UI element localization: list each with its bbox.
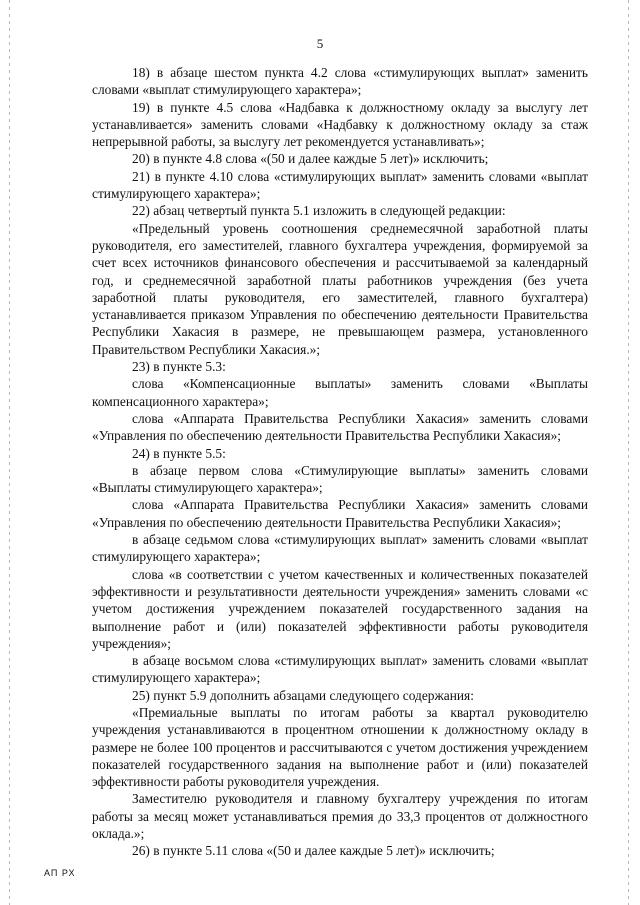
paragraph: 21) в пункте 4.10 слова «стимулирующих выплат» заменить словами «выплат стимулирующего характера»; [92,168,588,202]
paragraph: 19) в пункте 4.5 слова «Надбавка к должностному окладу за выслугу лет устанавливается» заменить словами «Надбавку к должностному окладу за стаж непрерывной работы, за выслугу лет рекомендуется устанавливать»; [92,99,588,150]
scan-edge-left [9,0,10,905]
paragraph: в абзаце седьмом слова «стимулирующих выплат» заменить словами «выплат стимулирующего характера»; [92,532,588,565]
paragraph: 18) в абзаце шестом пункта 4.2 слова «стимулирующих выплат» заменить словами «выплат стимулирующего характера»; [92,65,588,98]
paragraph: слова «Аппарата Правительства Республики Хакасия» заменить словами «Управления по обеспечению деятельности Правительства Республики Хакасия»; [92,497,588,530]
page-number: 5 [316,36,324,51]
paragraph: 22) абзац четвертый пункта 5.1 изложить в следующей редакции: [132,203,506,219]
paragraph: слова «в соответствии с учетом качественных и количественных показателей эффективности и результативности деятельности учреждения» заменить словами «с учетом достижения учреждением показателей государственного задания на выполнение работ и (или) показателей эффективности работы руководителя учреждения»; [92,566,588,651]
paragraph: «Премиальные выплаты по итогам работы за квартал руководителю учреждения устанавливаются в процентном отношении к должностному окладу в размере не более 100 процентов и рассчитываются с учетом достижения учреждением показателей государственного задания на выполнение работ и (или) показателей эффективности работы руководителя учреждения. [92,704,588,790]
paragraph: Заместителю руководителя и главному бухгалтеру учреждения по итогам работы за месяц может устанавливаться премия до 33,3 процентов от должностного оклада.»; [92,791,588,842]
scan-edge-right [628,0,629,905]
paragraph: в абзаце первом слова «Стимулирующие выплаты» заменить словами «Выплаты стимулирующего характера»; [92,462,588,496]
paragraph: слова «Аппарата Правительства Республики Хакасия» заменить словами «Управления по обеспечению деятельности Правительства Республики Хакасия»; [92,410,588,444]
paragraph: 20) в пункте 4.8 слова «(50 и далее каждые 5 лет)» исключить; [132,151,489,167]
paragraph: 24) в пункте 5.5: [132,445,226,461]
paragraph: «Предельный уровень соотношения среднемесячной заработной платы руководителя, его заместителей, главного бухгалтера учреждения, формируемой за счет всех источников финансового обеспечения и рассчитываемой за календарный год, и среднемесячной заработной платы работников учреждения (без учета заработной платы руководителя, его заместителей, главного бухгалтера) устанавливается приказом Управления по обеспечению деятельности Правительства Республики Хакасия в размере, не превышающем размера, установленного Правительством Республики Хакасия.»; [92,220,588,357]
paragraph: 25) пункт 5.9 дополнить абзацами следующего содержания: [132,687,474,703]
paragraph: 23) в пункте 5.3: [132,359,226,375]
paragraph: в абзаце восьмом слова «стимулирующих выплат» заменить словами «выплат стимулирующего характера»; [92,653,588,686]
paragraph: 26) в пункте 5.11 слова «(50 и далее каждые 5 лет)» исключить; [132,843,495,859]
footer-code: АП РХ [44,868,76,878]
document-body [92,64,588,860]
paragraph: слова «Компенсационные выплаты» заменить словами «Выплаты компенсационного характера»; [92,376,588,409]
